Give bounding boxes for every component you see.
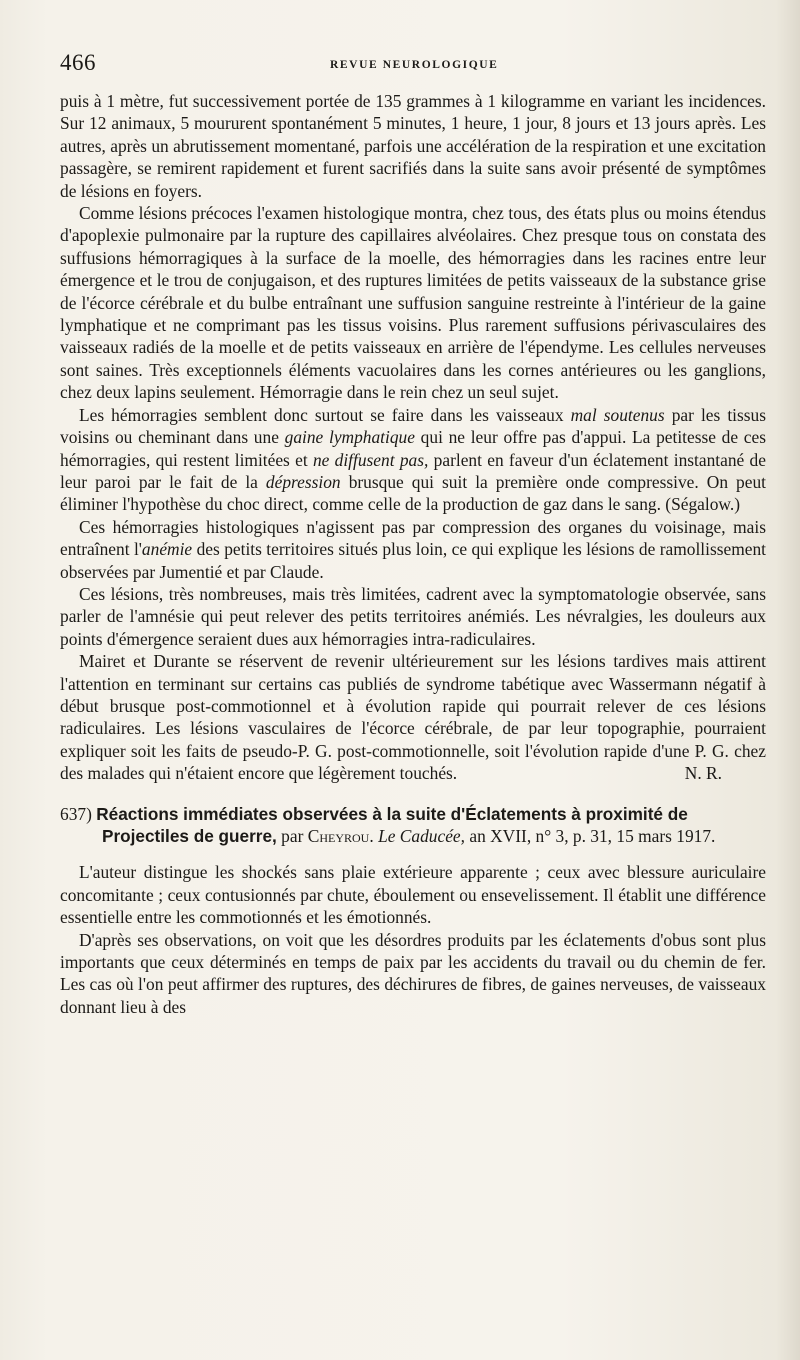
- review-continued: [60, 90, 766, 785]
- paragraph: puis à 1 mètre, fut successivement portée de 135 grammes à 1 kilogramme en variant les incidences. Sur 12 animaux, 5 moururent spontanément 5 minutes, 1 heure, 1 jour, 8 jours et 13 jours après. Les autres, après un abrutissement momentané, parfois une accélération de la respiration et une excitation passagère, se remirent rapidement et furent sacrifiés dans la suite sans avoir présenté de symptômes de lésions en foyers.: [60, 91, 766, 201]
- journal-title: REVUE NEUROLOGIQUE: [330, 59, 499, 71]
- review-body: [60, 861, 766, 1018]
- review-heading: [60, 803, 766, 848]
- text-run: Les hémorragies semblent donc surtout se faire dans les vaisseaux: [79, 404, 564, 425]
- source-journal: Le Caducée,: [378, 826, 465, 846]
- review-title: Réactions immédiates observées à la suite d'Éclatements à proximité de Projectiles de guerre,: [96, 803, 688, 846]
- review-entry: [60, 803, 766, 1019]
- text-run: Mairet et Durante se réservent de revenir ultérieurement sur les lésions tardives mais attirent l'attention en terminant sur certains cas publiés de syndrome tabétique avec Wassermann négatif à début brusque post-commotionnel et à évolution rapide qui pourrait relever de ces lésions radiculaires. Les lésions vasculaires de l'écorce cérébrale, de par leur topographie, pourraient expliquer soit les faits de pseudo-P. G. post-commotionnelle, soit l'évolution rapide d'une P. G. chez des malades qui n'étaient encore que légèrement touchés.: [60, 651, 766, 784]
- italic-phrase: anémie: [141, 539, 193, 560]
- citation: an XVII, n° 3, p. 31, 15 mars 1917.: [469, 826, 716, 846]
- running-head: [60, 50, 766, 90]
- italic-phrase: mal soutenus: [570, 404, 665, 425]
- paragraph: [60, 516, 766, 583]
- by-word: par: [281, 826, 304, 846]
- review-author: Cheyrou.: [307, 826, 374, 846]
- paragraph: [60, 650, 766, 784]
- italic-phrase: gaine lymphatique: [284, 427, 415, 448]
- reviewer-signature: N. R.: [684, 763, 722, 784]
- italic-phrase: ne diffusent pas,: [312, 449, 429, 470]
- paragraph: L'auteur distingue les shockés sans plaie extérieure apparente ; ceux avec blessure auriculaire concomitante ; ceux contusionnés par chute, éboulement ou ensevelissement. Il établit une différence essentielle entre les commotionnés et les émotionnés.: [60, 862, 766, 928]
- text-run: par les tissus voisins ou cheminant dans une: [60, 404, 766, 448]
- text-run: parlent en faveur d'un éclatement instantané de leur paroi par le fait de la: [60, 449, 766, 492]
- page-number: 466: [60, 50, 96, 75]
- italic-phrase: dépression: [265, 471, 341, 492]
- paragraph: D'après ses observations, on voit que les désordres produits par les éclatements d'obus sont plus importants que ceux déterminés en temps de paix par les accidents du travail ou du chemin de fer. Les cas où l'on peut affirmer des ruptures, des déchirures de fibres, de gaines nerveuses, de vaisseaux donnant lieu à des: [60, 929, 766, 1017]
- text-run: Ces hémorragies histologiques n'agissent pas par compression des organes du voisinage, mais entraînent l': [60, 516, 766, 560]
- text-run: qui ne leur offre pas d'appui. La petitesse de ces hémorragies, qui restent limitées et: [60, 427, 766, 470]
- text-run: des petits territoires situés plus loin, ce qui explique les lésions de ramollissement observées par Jumentié et par Claude.: [60, 539, 766, 582]
- review-number: 637): [60, 803, 92, 824]
- paragraph: Ces lésions, très nombreuses, mais très limitées, cadrent avec la symptomatologie observée, sans parler de l'amnésie qui peut relever des petits territoires anémiés. Les névralgies, les douleurs aux points d'émergence seraient dues aux hémorragies intra-radiculaires.: [60, 583, 766, 649]
- paragraph: [60, 404, 766, 516]
- text-run: brusque qui suit la première onde compressive. On peut éliminer l'hypothèse du choc direct, comme celle de la production de gaz dans le sang. (Ségalow.): [60, 471, 766, 515]
- paragraph: Comme lésions précoces l'examen histologique montra, chez tous, des états plus ou moins étendus d'apoplexie pulmonaire par la rupture des capillaires alvéolaires. Chez presque tous on constata des suffusions hémorragiques à la surface de la moelle, des hémorragies dans les racines entre leur émergence et le trou de conjugaison, et des ruptures limitées de petits vaisseaux de la substance grise de l'écorce cérébrale et du bulbe entraînant une suffusion sanguine restreinte à l'intérieur de la gaine lymphatique et ne comprimant pas les tissus voisins. Plus rarement suffusions périvasculaires des vaisseaux radiés de la moelle et de petits vaisseaux en arrière de l'épendyme. Les cellules nerveuses sont saines. Très exceptionnels éléments vacuolaires dans les cornes antérieures ou les ganglions, chez deux lapins seulement. Hémorragie dans le rein chez un seul sujet.: [60, 203, 766, 403]
